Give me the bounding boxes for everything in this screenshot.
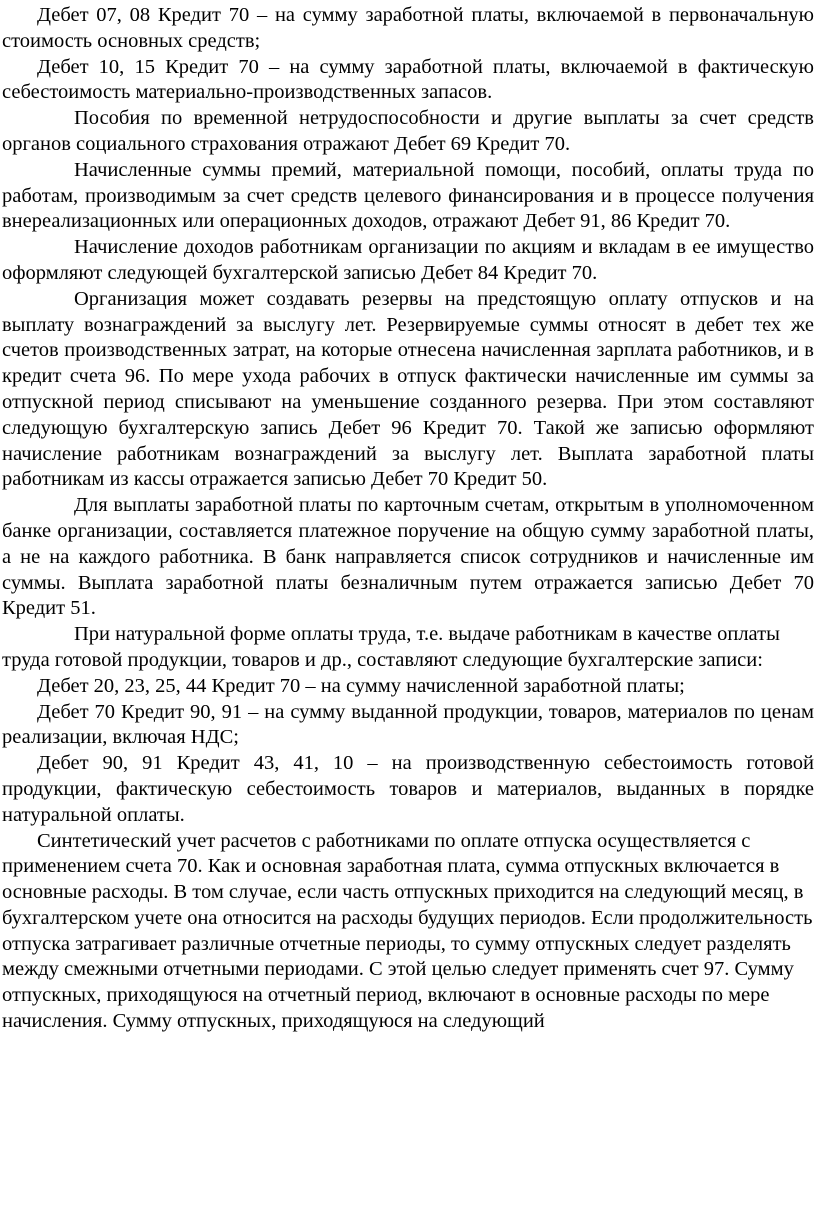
paragraph-in-kind-payment: При натуральной форме оплаты труда, т.е. выдаче работникам в качестве оплаты труда готовой продукции, товаров и др., составляют следующие бухгалтерские записи:	[2, 623, 780, 671]
entry-debit-70-credit-90-91: Дебет 70 Кредит 90, 91 – на сумму выданной продукции, товаров, материалов по ценам реализации, включая НДС;	[2, 700, 814, 749]
paragraph-vacation-reserves: Организация может создавать резервы на предстоящую оплату отпусков и на выплату вознаграждений за выслугу лет. Резервируемые суммы относят в дебет тех же счетов производственных затрат, на которые отнесена начисленная зарплата работников, и в кредит счета 96. По мере ухода рабочих в отпуск фактически начисленные им суммы за отпускной период списывают на уменьшение созданного резерва. При этом составляют следующую бухгалтерскую запись Дебет 96 Кредит 70. Такой же записью оформляют начисление работникам вознаграждений за выслугу лет. Выплата заработной платы работникам из кассы отражается записью Дебет 70 Кредит 50.	[2, 287, 814, 491]
paragraph-share-income: Начисление доходов работникам организации по акциям и вкладам в ее имущество оформляют следующей бухгалтерской записью Дебет 84 Кредит 70.	[2, 236, 814, 284]
entry-debit-20-23-25-44: Дебет 20, 23, 25, 44 Кредит 70 – на сумму начисленной заработной платы;	[37, 674, 685, 697]
paragraph-synthetic-vacation-accounting: Синтетический учет расчетов с работниками по оплате отпуска осуществляется с применением счета 70. Как и основная заработная плата, сумма отпускных включается в основные расходы. В том случае, если часть отпускных приходится на следующий месяц, в бухгалтерском учете она относится на расходы будущих периодов. Если продолжительность отпуска затрагивает различные отчетные периоды, то сумму отпускных следует разделять между смежными отчетными периодами. С этой целью следует применять счет 97. Сумму отпускных, приходящуюся на отчетный период, включают в основные расходы по мере начисления. Сумму отпускных, приходящуюся на следующий	[2, 829, 813, 1033]
paragraph-debit-10-15: Дебет 10, 15 Кредит 70 – на сумму заработной платы, включаемой в фактическую себестоимость материально-производственных запасов.	[2, 55, 814, 104]
entry-debit-90-91-credit-43-41-10: Дебет 90, 91 Кредит 43, 41, 10 – на производственную себестоимость готовой продукции, фактическую себестоимость товаров и материалов, выданных в порядке натуральной оплаты.	[2, 752, 814, 826]
paragraph-debit-07-08: Дебет 07, 08 Кредит 70 – на сумму заработной платы, включаемой в первоначальную стоимость основных средств;	[2, 4, 814, 52]
paragraph-card-accounts: Для выплаты заработной платы по карточным счетам, открытым в уполномоченном банке организации, составляется платежное поручение на общую сумму заработной платы, а не на каждого работника. В банк направляется список сотрудников и начисленные им суммы. Выплата заработной платы безналичным путем отражается записью Дебет 70 Кредит 51.	[2, 494, 814, 620]
paragraph-bonuses-targeted-financing: Начисленные суммы премий, материальной помощи, пособий, оплаты труда по работам, производимым за счет средств целевого финансирования и в процессе получения внереализационных или операционных доходов, отражают Дебет 91, 86 Кредит 70.	[2, 158, 814, 233]
paragraph-sick-leave-benefits: Пособия по временной нетрудоспособности и другие выплаты за счет средств органов социального страхования отражают Дебет 69 Кредит 70.	[2, 107, 814, 155]
